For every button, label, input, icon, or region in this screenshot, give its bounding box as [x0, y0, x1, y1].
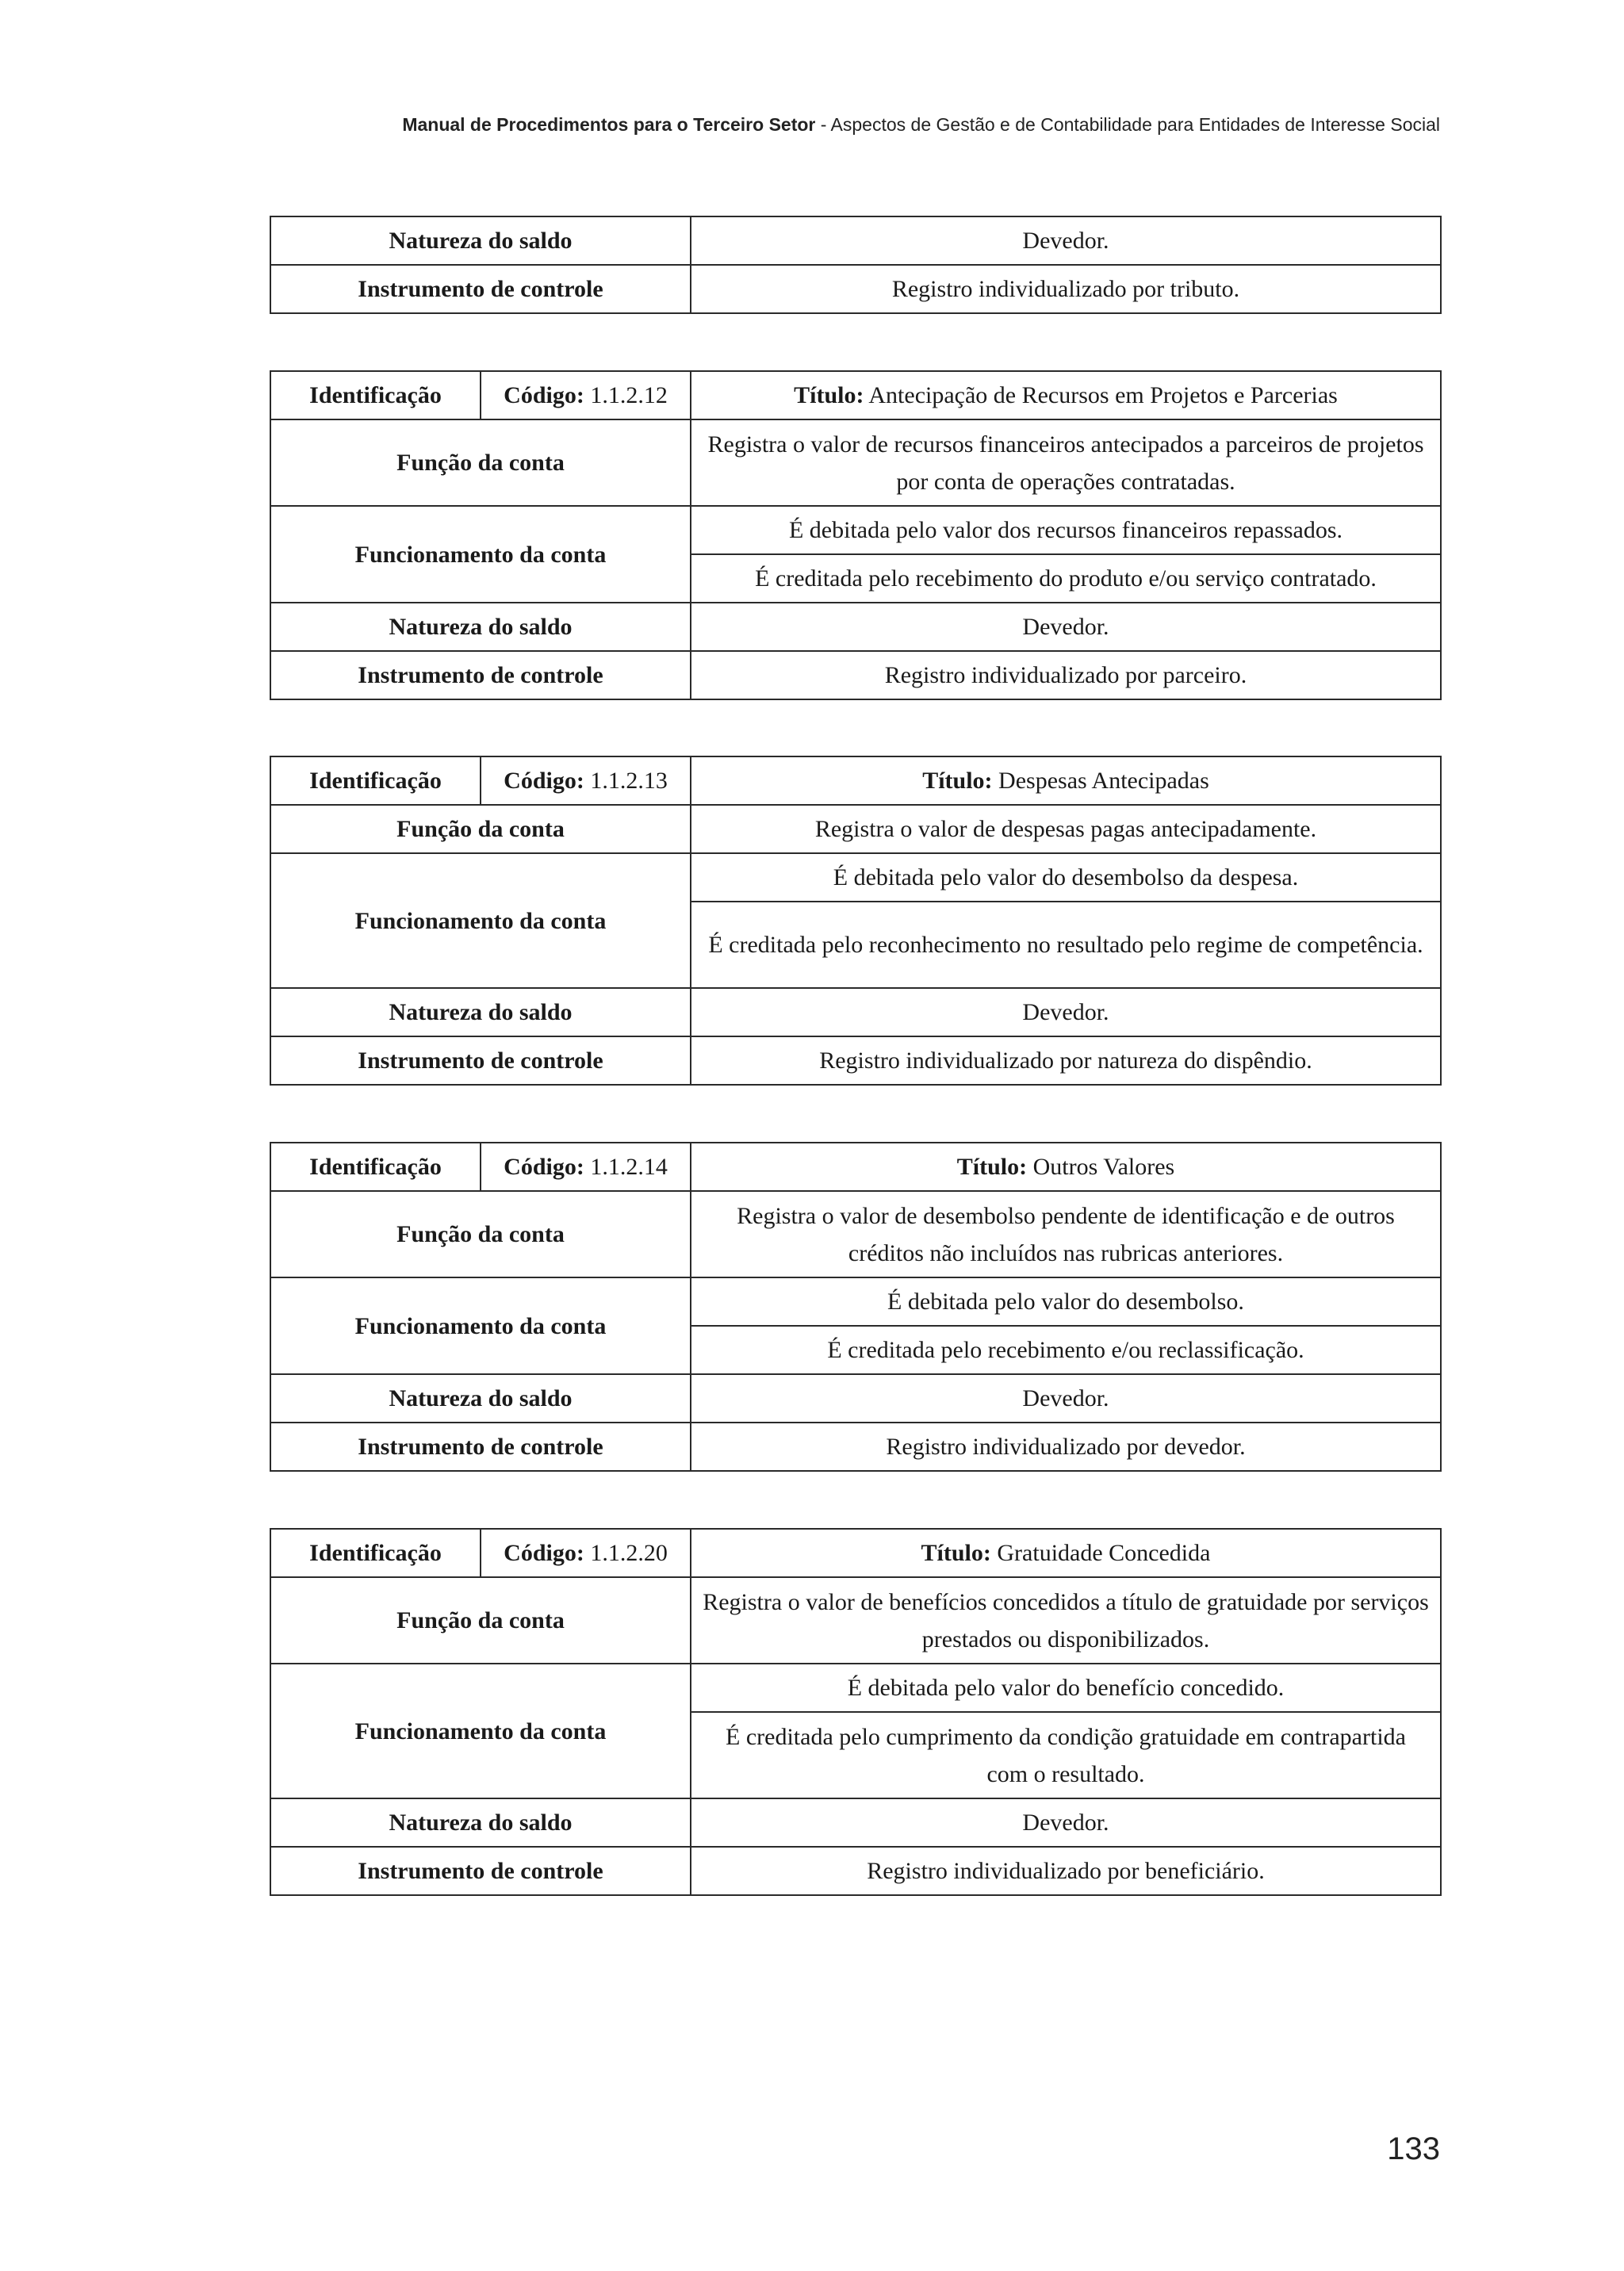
titulo-label: Título: [794, 382, 864, 408]
account-table-1-1-2-14 [270, 1142, 1442, 1472]
codigo-cell [481, 756, 691, 805]
identification-row [270, 1143, 1441, 1191]
funcionamento-label: Funcionamento da conta [270, 1277, 691, 1374]
funcionamento-debit-row [270, 1277, 1441, 1326]
funcao-value: Registra o valor de desembolso pendente de identificação e de outros créditos não incluídos nas rubricas anteriores. [691, 1191, 1441, 1277]
natureza-label: Natureza do saldo [270, 1374, 691, 1423]
titulo-cell [691, 371, 1441, 419]
identification-row [270, 756, 1441, 805]
instrumento-label: Instrumento de controle [270, 1036, 691, 1085]
titulo-cell [691, 756, 1441, 805]
funcionamento-label: Funcionamento da conta [270, 506, 691, 603]
instrumento-row [270, 1036, 1441, 1085]
account-table-1-1-2-12 [270, 370, 1442, 700]
codigo-value: 1.1.2.14 [590, 1154, 668, 1180]
funcao-label: Função da conta [270, 1577, 691, 1664]
natureza-row [270, 1374, 1441, 1423]
instrumento-label: Instrumento de controle [270, 651, 691, 699]
instrumento-value: Registro individualizado por tributo. [691, 265, 1441, 313]
natureza-label: Natureza do saldo [270, 988, 691, 1036]
titulo-value: Antecipação de Recursos em Projetos e Parcerias [868, 382, 1338, 408]
titulo-cell [691, 1529, 1441, 1577]
instrumento-row [270, 1847, 1441, 1895]
titulo-label: Título: [921, 1540, 991, 1566]
titulo-label: Título: [956, 1154, 1028, 1180]
natureza-value: Devedor. [691, 988, 1441, 1036]
funcao-row [270, 419, 1441, 506]
funcionamento-debit-row [270, 1664, 1441, 1712]
identificacao-label: Identificação [270, 1529, 481, 1577]
natureza-row [270, 603, 1441, 651]
instrumento-label: Instrumento de controle [270, 1847, 691, 1895]
natureza-row [270, 216, 1441, 265]
funcao-label: Função da conta [270, 805, 691, 853]
titulo-cell [691, 1143, 1441, 1191]
natureza-value: Devedor. [691, 216, 1441, 265]
instrumento-label: Instrumento de controle [270, 265, 691, 313]
funcao-value: Registra o valor de despesas pagas antecipadamente. [691, 805, 1441, 853]
funcao-label: Função da conta [270, 419, 691, 506]
funcao-label: Função da conta [270, 1191, 691, 1277]
credit-value: É creditada pelo cumprimento da condição gratuidade em contrapartida com o resultado. [691, 1712, 1441, 1798]
identificacao-label: Identificação [270, 371, 481, 419]
identificacao-label: Identificação [270, 1143, 481, 1191]
instrumento-row [270, 265, 1441, 313]
account-table-1-1-2-13 [270, 756, 1442, 1086]
debit-value: É debitada pelo valor do desembolso da despesa. [691, 853, 1441, 902]
credit-value: É creditada pelo recebimento e/ou reclassificação. [691, 1326, 1441, 1374]
codigo-label: Código: [504, 382, 584, 408]
natureza-value: Devedor. [691, 603, 1441, 651]
instrumento-value: Registro individualizado por beneficiário. [691, 1847, 1441, 1895]
funcionamento-debit-row [270, 853, 1441, 902]
instrumento-row [270, 651, 1441, 699]
codigo-value: 1.1.2.20 [590, 1540, 668, 1566]
header-title: Manual de Procedimentos para o Terceiro Setor [402, 114, 816, 135]
instrumento-label: Instrumento de controle [270, 1423, 691, 1471]
credit-value: É creditada pelo reconhecimento no resultado pelo regime de competência. [691, 902, 1441, 988]
debit-value: É debitada pelo valor do desembolso. [691, 1277, 1441, 1326]
natureza-label: Natureza do saldo [270, 1798, 691, 1847]
running-header [393, 114, 1440, 136]
titulo-label: Título: [922, 768, 993, 794]
funcao-value: Registra o valor de benefícios concedidos a título de gratuidade por serviços prestados ou disponibilizados. [691, 1577, 1441, 1664]
funcao-row [270, 805, 1441, 853]
titulo-value: Despesas Antecipadas [998, 768, 1209, 794]
funcionamento-debit-row [270, 506, 1441, 554]
codigo-label: Código: [504, 768, 584, 794]
funcao-value: Registra o valor de recursos financeiros antecipados a parceiros de projetos por conta de operações contratadas. [691, 419, 1441, 506]
credit-value: É creditada pelo recebimento do produto e/ou serviço contratado. [691, 554, 1441, 603]
debit-value: É debitada pelo valor do benefício concedido. [691, 1664, 1441, 1712]
debit-value: É debitada pelo valor dos recursos financeiros repassados. [691, 506, 1441, 554]
funcao-row [270, 1577, 1441, 1664]
natureza-value: Devedor. [691, 1798, 1441, 1847]
page-number: 133 [1387, 2131, 1440, 2166]
identificacao-label: Identificação [270, 756, 481, 805]
natureza-row [270, 988, 1441, 1036]
titulo-value: Outros Valores [1032, 1154, 1175, 1180]
identification-row [270, 1529, 1441, 1577]
codigo-cell [481, 371, 691, 419]
header-subtitle: - Aspectos de Gestão e de Contabilidade para Entidades de Interesse Social [815, 114, 1440, 135]
codigo-value: 1.1.2.12 [590, 382, 668, 408]
instrumento-row [270, 1423, 1441, 1471]
account-table-continued [270, 216, 1442, 314]
codigo-cell [481, 1143, 691, 1191]
instrumento-value: Registro individualizado por devedor. [691, 1423, 1441, 1471]
titulo-value: Gratuidade Concedida [997, 1540, 1211, 1566]
codigo-cell [481, 1529, 691, 1577]
funcionamento-label: Funcionamento da conta [270, 853, 691, 988]
funcionamento-label: Funcionamento da conta [270, 1664, 691, 1798]
natureza-value: Devedor. [691, 1374, 1441, 1423]
codigo-label: Código: [504, 1540, 584, 1566]
natureza-row [270, 1798, 1441, 1847]
account-table-1-1-2-20 [270, 1528, 1442, 1896]
funcao-row [270, 1191, 1441, 1277]
codigo-value: 1.1.2.13 [590, 768, 668, 794]
instrumento-value: Registro individualizado por natureza do dispêndio. [691, 1036, 1441, 1085]
codigo-label: Código: [504, 1154, 584, 1180]
identification-row [270, 371, 1441, 419]
instrumento-value: Registro individualizado por parceiro. [691, 651, 1441, 699]
natureza-label: Natureza do saldo [270, 603, 691, 651]
natureza-label: Natureza do saldo [270, 216, 691, 265]
